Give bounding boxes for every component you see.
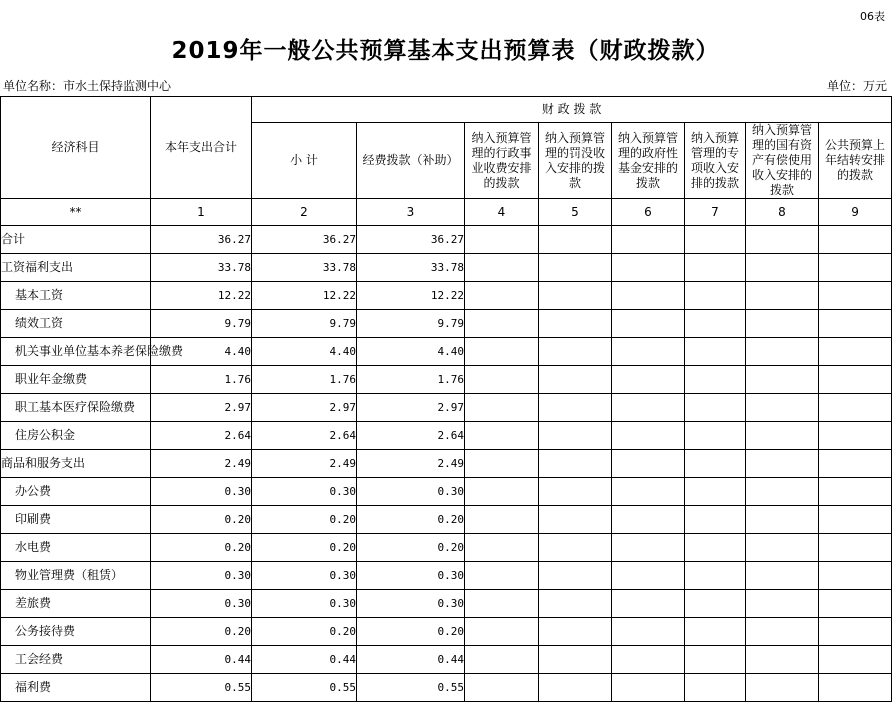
unit-label: 单位：万元 — [826, 79, 887, 93]
row-empty-cell — [465, 254, 539, 282]
row-name-cell: 合计 — [1, 226, 151, 254]
row-empty-cell — [465, 674, 539, 702]
row-empty-cell — [539, 534, 612, 562]
index-cell: 2 — [252, 199, 357, 226]
index-cell: 9 — [819, 199, 892, 226]
table-row — [1, 422, 892, 450]
row-empty-cell — [465, 646, 539, 674]
row-total-cell: 2.64 — [151, 422, 252, 450]
index-row — [1, 199, 892, 226]
row-empty-cell — [819, 674, 892, 702]
row-empty-cell — [746, 562, 819, 590]
table-row — [1, 506, 892, 534]
row-total-cell: 0.20 — [151, 534, 252, 562]
row-total-cell: 9.79 — [151, 310, 252, 338]
row-empty-cell — [612, 254, 685, 282]
row-name-cell: 绩效工资 — [1, 310, 151, 338]
row-empty-cell — [539, 450, 612, 478]
row-empty-cell — [612, 506, 685, 534]
col-header-finance-group: 财 政 拨 款 — [252, 97, 892, 123]
row-empty-cell — [685, 506, 746, 534]
row-empty-cell — [685, 226, 746, 254]
row-name-cell: 机关事业单位基本养老保险缴费 — [1, 338, 151, 366]
row-empty-cell — [612, 450, 685, 478]
row-empty-cell — [612, 338, 685, 366]
row-empty-cell — [465, 366, 539, 394]
row-funding-cell: 12.22 — [357, 282, 465, 310]
index-cell: 6 — [612, 199, 685, 226]
table-row — [1, 646, 892, 674]
row-empty-cell — [539, 674, 612, 702]
row-empty-cell — [465, 282, 539, 310]
row-subtotal-cell: 0.30 — [252, 562, 357, 590]
row-total-cell: 2.97 — [151, 394, 252, 422]
row-empty-cell — [612, 478, 685, 506]
row-total-cell: 0.44 — [151, 646, 252, 674]
row-empty-cell — [819, 254, 892, 282]
row-subtotal-cell: 0.44 — [252, 646, 357, 674]
row-subtotal-cell: 1.76 — [252, 366, 357, 394]
row-empty-cell — [539, 422, 612, 450]
row-empty-cell — [819, 534, 892, 562]
row-empty-cell — [685, 590, 746, 618]
row-funding-cell: 0.30 — [357, 478, 465, 506]
row-name-cell: 印刷费 — [1, 506, 151, 534]
col-header-total: 本年支出合计 — [151, 97, 252, 199]
row-empty-cell — [685, 534, 746, 562]
row-empty-cell — [465, 478, 539, 506]
row-empty-cell — [746, 506, 819, 534]
row-subtotal-cell: 36.27 — [252, 226, 357, 254]
row-empty-cell — [465, 450, 539, 478]
unit-name: 单位名称：市水土保持监测中心 — [3, 79, 172, 93]
row-empty-cell — [746, 646, 819, 674]
col-header-fines: 纳入预算管理的罚没收入安排的拨款 — [539, 123, 612, 199]
row-empty-cell — [746, 282, 819, 310]
row-empty-cell — [819, 226, 892, 254]
row-empty-cell — [539, 366, 612, 394]
row-empty-cell — [746, 478, 819, 506]
budget-table — [0, 96, 892, 702]
row-funding-cell: 36.27 — [357, 226, 465, 254]
row-empty-cell — [612, 310, 685, 338]
col-header-fund: 纳入预算管理的政府性基金安排的拨款 — [612, 123, 685, 199]
row-empty-cell — [685, 366, 746, 394]
table-body — [1, 226, 892, 702]
row-empty-cell — [612, 394, 685, 422]
row-name-cell: 办公费 — [1, 478, 151, 506]
row-funding-cell: 0.55 — [357, 674, 465, 702]
table-row — [1, 590, 892, 618]
row-subtotal-cell: 0.20 — [252, 618, 357, 646]
row-empty-cell — [465, 338, 539, 366]
row-empty-cell — [465, 590, 539, 618]
row-empty-cell — [612, 534, 685, 562]
row-empty-cell — [465, 534, 539, 562]
col-header-admin-fee: 纳入预算管理的行政事业收费安排的拨款 — [465, 123, 539, 199]
row-subtotal-cell: 0.30 — [252, 478, 357, 506]
row-subtotal-cell: 9.79 — [252, 310, 357, 338]
row-empty-cell — [746, 338, 819, 366]
row-empty-cell — [819, 506, 892, 534]
row-empty-cell — [746, 226, 819, 254]
table-code: 06表 — [860, 10, 885, 23]
row-empty-cell — [819, 618, 892, 646]
row-empty-cell — [612, 282, 685, 310]
index-cell: 7 — [685, 199, 746, 226]
table-row — [1, 366, 892, 394]
row-total-cell: 0.30 — [151, 478, 252, 506]
index-cell: 4 — [465, 199, 539, 226]
index-cell: 8 — [746, 199, 819, 226]
row-empty-cell — [612, 366, 685, 394]
row-empty-cell — [685, 254, 746, 282]
row-subtotal-cell: 12.22 — [252, 282, 357, 310]
row-subtotal-cell: 0.30 — [252, 590, 357, 618]
col-header-state-asset: 纳入预算管理的国有资产有偿使用收入安排的拨款 — [746, 123, 819, 199]
row-empty-cell — [539, 562, 612, 590]
table-header — [1, 97, 892, 226]
row-total-cell: 0.30 — [151, 590, 252, 618]
row-empty-cell — [612, 422, 685, 450]
row-empty-cell — [819, 562, 892, 590]
row-total-cell: 36.27 — [151, 226, 252, 254]
row-name-cell: 职业年金缴费 — [1, 366, 151, 394]
table-row — [1, 450, 892, 478]
row-funding-cell: 2.97 — [357, 394, 465, 422]
row-empty-cell — [819, 394, 892, 422]
row-empty-cell — [612, 226, 685, 254]
row-empty-cell — [539, 310, 612, 338]
row-empty-cell — [465, 394, 539, 422]
row-empty-cell — [685, 394, 746, 422]
row-funding-cell: 2.64 — [357, 422, 465, 450]
col-header-carryover: 公共预算上年结转安排的拨款 — [819, 123, 892, 199]
row-funding-cell: 0.20 — [357, 618, 465, 646]
row-name-cell: 差旅费 — [1, 590, 151, 618]
row-empty-cell — [465, 506, 539, 534]
row-empty-cell — [746, 422, 819, 450]
row-empty-cell — [685, 450, 746, 478]
index-cell: 1 — [151, 199, 252, 226]
row-name-cell: 工会经费 — [1, 646, 151, 674]
row-empty-cell — [539, 226, 612, 254]
row-subtotal-cell: 2.97 — [252, 394, 357, 422]
col-header-category: 经济科目 — [1, 97, 151, 199]
table-row — [1, 254, 892, 282]
row-empty-cell — [539, 338, 612, 366]
row-empty-cell — [746, 310, 819, 338]
row-subtotal-cell: 0.20 — [252, 506, 357, 534]
row-empty-cell — [685, 478, 746, 506]
table-row — [1, 338, 892, 366]
row-empty-cell — [539, 282, 612, 310]
row-funding-cell: 0.30 — [357, 590, 465, 618]
row-empty-cell — [465, 310, 539, 338]
row-empty-cell — [746, 254, 819, 282]
row-empty-cell — [465, 618, 539, 646]
row-subtotal-cell: 0.55 — [252, 674, 357, 702]
row-empty-cell — [746, 534, 819, 562]
row-empty-cell — [685, 310, 746, 338]
table-row — [1, 618, 892, 646]
row-subtotal-cell: 2.49 — [252, 450, 357, 478]
col-header-special-income: 纳入预算管理的专项收入安排的拨款 — [685, 123, 746, 199]
row-subtotal-cell: 33.78 — [252, 254, 357, 282]
row-funding-cell: 0.44 — [357, 646, 465, 674]
row-empty-cell — [612, 674, 685, 702]
row-empty-cell — [685, 562, 746, 590]
row-funding-cell: 0.20 — [357, 534, 465, 562]
row-funding-cell: 33.78 — [357, 254, 465, 282]
index-cell: 5 — [539, 199, 612, 226]
row-empty-cell — [685, 674, 746, 702]
row-name-cell: 水电费 — [1, 534, 151, 562]
row-total-cell: 2.49 — [151, 450, 252, 478]
row-name-cell: 商品和服务支出 — [1, 450, 151, 478]
row-total-cell: 33.78 — [151, 254, 252, 282]
row-empty-cell — [819, 646, 892, 674]
row-funding-cell: 0.20 — [357, 506, 465, 534]
row-empty-cell — [819, 282, 892, 310]
row-funding-cell: 0.30 — [357, 562, 465, 590]
row-name-cell: 住房公积金 — [1, 422, 151, 450]
row-empty-cell — [685, 282, 746, 310]
row-total-cell: 1.76 — [151, 366, 252, 394]
index-cell: 3 — [357, 199, 465, 226]
row-subtotal-cell: 4.40 — [252, 338, 357, 366]
row-empty-cell — [746, 590, 819, 618]
row-name-cell: 职工基本医疗保险缴费 — [1, 394, 151, 422]
row-empty-cell — [819, 422, 892, 450]
row-empty-cell — [539, 394, 612, 422]
row-empty-cell — [819, 338, 892, 366]
row-empty-cell — [612, 590, 685, 618]
row-total-cell: 0.55 — [151, 674, 252, 702]
row-empty-cell — [539, 478, 612, 506]
table-row — [1, 478, 892, 506]
table-row — [1, 282, 892, 310]
row-funding-cell: 9.79 — [357, 310, 465, 338]
row-empty-cell — [685, 338, 746, 366]
row-total-cell: 0.20 — [151, 618, 252, 646]
row-name-cell: 公务接待费 — [1, 618, 151, 646]
row-empty-cell — [746, 366, 819, 394]
row-empty-cell — [539, 590, 612, 618]
row-empty-cell — [612, 562, 685, 590]
col-header-funding: 经费拨款（补助） — [357, 123, 465, 199]
row-total-cell: 12.22 — [151, 282, 252, 310]
row-subtotal-cell: 0.20 — [252, 534, 357, 562]
table-row — [1, 674, 892, 702]
row-empty-cell — [819, 590, 892, 618]
row-funding-cell: 4.40 — [357, 338, 465, 366]
row-name-cell: 工资福利支出 — [1, 254, 151, 282]
table-row — [1, 534, 892, 562]
table-row — [1, 394, 892, 422]
row-empty-cell — [819, 366, 892, 394]
row-empty-cell — [685, 618, 746, 646]
row-total-cell: 0.20 — [151, 506, 252, 534]
row-empty-cell — [612, 646, 685, 674]
table-row — [1, 562, 892, 590]
row-empty-cell — [819, 478, 892, 506]
row-empty-cell — [612, 618, 685, 646]
row-empty-cell — [819, 310, 892, 338]
row-funding-cell: 1.76 — [357, 366, 465, 394]
row-total-cell: 0.30 — [151, 562, 252, 590]
row-name-cell: 福利费 — [1, 674, 151, 702]
row-subtotal-cell: 2.64 — [252, 422, 357, 450]
row-empty-cell — [465, 562, 539, 590]
row-empty-cell — [746, 618, 819, 646]
row-empty-cell — [746, 394, 819, 422]
table-row — [1, 226, 892, 254]
row-total-cell: 4.40 — [151, 338, 252, 366]
row-empty-cell — [539, 506, 612, 534]
row-name-cell: 基本工资 — [1, 282, 151, 310]
row-empty-cell — [746, 450, 819, 478]
col-header-subtotal: 小 计 — [252, 123, 357, 199]
page-title: 2019年一般公共预算基本支出预算表（财政拨款） — [171, 38, 720, 64]
row-empty-cell — [539, 646, 612, 674]
row-empty-cell — [685, 646, 746, 674]
row-empty-cell — [465, 226, 539, 254]
row-empty-cell — [539, 618, 612, 646]
row-funding-cell: 2.49 — [357, 450, 465, 478]
index-cell: ** — [1, 199, 151, 226]
row-empty-cell — [746, 674, 819, 702]
row-empty-cell — [539, 254, 612, 282]
table-row — [1, 310, 892, 338]
row-name-cell: 物业管理费（租赁） — [1, 562, 151, 590]
row-empty-cell — [685, 422, 746, 450]
row-empty-cell — [465, 422, 539, 450]
row-empty-cell — [819, 450, 892, 478]
